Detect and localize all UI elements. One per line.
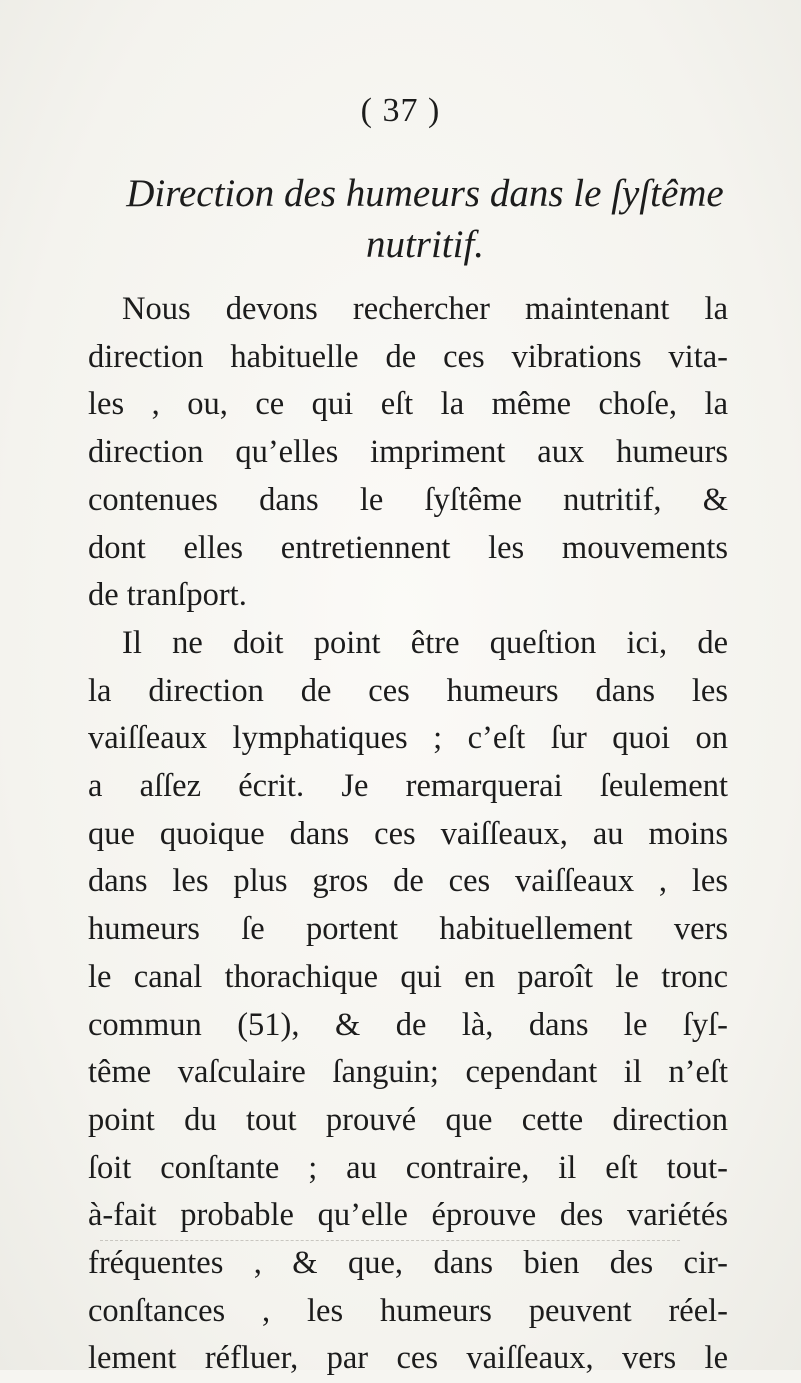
text-line: dans les plus gros de ces vaiſſeaux , les <box>88 863 728 900</box>
show-through-mark <box>100 1240 680 1243</box>
text-line: direction qu’elles impriment aux humeurs <box>88 434 728 471</box>
text-line: contenues dans le ſyſtême nutritif, & <box>88 481 728 518</box>
text-line: dont elles entretiennent les mouvements <box>88 529 728 566</box>
page-number: ( 37 ) <box>360 92 441 129</box>
text-line: commun (51), & de là, dans le ſyſ- <box>88 1006 728 1043</box>
text-line: Il ne doit point être queſtion ici, de <box>122 624 728 661</box>
text-line: ſoit conſtante ; au contraire, il eſt tout- <box>88 1149 728 1186</box>
body-text <box>88 286 728 1383</box>
text-line: à-fait probable qu’elle éprouve des variétés <box>88 1197 728 1234</box>
paragraph-1 <box>88 286 728 620</box>
text-line: de tranſport. <box>88 577 247 614</box>
text-line: Nous devons rechercher maintenant la <box>122 291 728 327</box>
text-line: direction habituelle de ces vibrations vita- <box>88 338 728 375</box>
text-line: vaiſſeaux lymphatiques ; c’eſt ſur quoi on <box>88 720 728 757</box>
text-line: la direction de ces humeurs dans les <box>88 672 728 709</box>
text-line: le canal thorachique qui en paroît le tronc <box>88 958 728 995</box>
text-line: les , ou, ce qui eſt la même choſe, la <box>88 386 728 423</box>
text-line: lement réfluer, par ces vaiſſeaux, vers le <box>88 1340 728 1377</box>
section-heading-line-1: Direction des humeurs dans le ſyſtême <box>126 172 724 215</box>
text-line: a aſſez écrit. Je remarquerai ſeulement <box>88 768 728 805</box>
text-line: fréquentes , & que, dans bien des cir- <box>88 1245 728 1282</box>
paragraph-2 <box>88 620 728 1383</box>
section-heading-line-2: nutritif. <box>365 223 485 266</box>
section-heading <box>100 168 750 270</box>
text-line: que quoique dans ces vaiſſeaux, au moins <box>88 815 728 852</box>
text-line: humeurs ſe portent habituellement vers <box>88 911 728 948</box>
text-line: point du tout prouvé que cette direction <box>88 1101 728 1138</box>
text-line: tême vaſculaire ſanguin; cependant il n’eſt <box>88 1054 728 1091</box>
text-line: conſtances , les humeurs peuvent réel- <box>88 1292 728 1329</box>
